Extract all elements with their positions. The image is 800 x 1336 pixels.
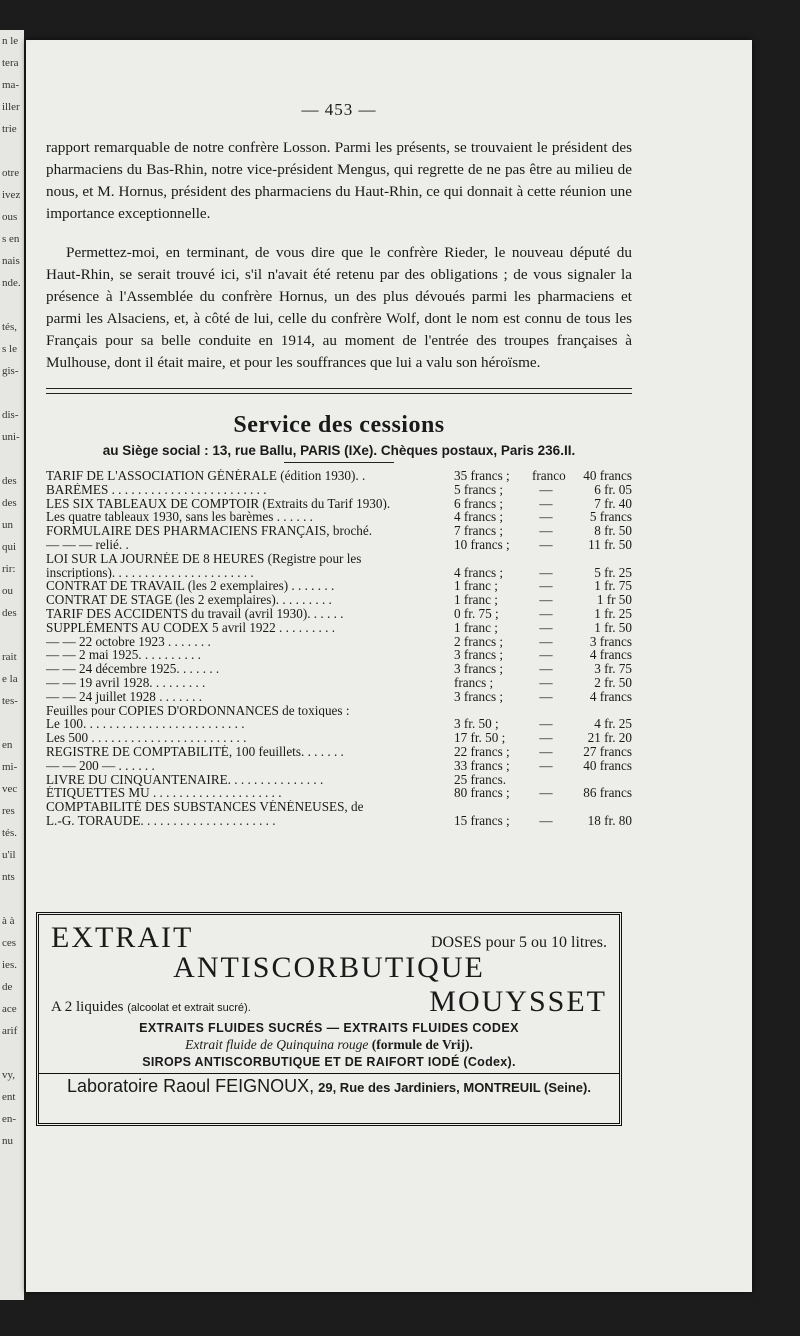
price-row-price: 15 francs ;	[454, 812, 510, 828]
price-row	[46, 800, 632, 814]
price-row-sep: —	[539, 661, 553, 677]
price-row-price: 3 francs ;	[454, 661, 504, 677]
paragraph-2: Permettez-moi, en terminant, de vous dire que le confrère Rieder, le nouveau député du Haut-Rhin, se serait trouvé ici, s'il n'avait été retenu par des obligations ; de vous signaler la présence à l'Assemblée du confrère Hornus, un des plus dévoués parmi les pharmaciens et parmi les Alsaciens, et, à côté de lui, celle du confrère Wolf, dont le nom est connu de tous les Français pour sa belle conduite en 1914, au moment de l'entrée des troupes françaises à Mulhouse, dont il était maire, et pour les souffrances que lui a valu son héroïsme.	[46, 244, 632, 371]
margin-fragment: ent	[2, 1091, 16, 1103]
margin-fragment	[2, 140, 24, 162]
page-content	[46, 40, 632, 828]
price-row-label: — — — relié. .	[46, 537, 129, 552]
margin-fragment: n le	[2, 35, 19, 47]
price-row-postage: 4 francs	[589, 688, 632, 704]
price-row-price: 35 francs ;	[454, 468, 510, 483]
price-row-label: FORMULAIRE DES PHARMACIENS FRANÇAIS, broché.	[46, 524, 373, 538]
price-row-label: — — 24 décembre 1925. . . . . . .	[46, 662, 220, 676]
price-row	[46, 676, 632, 690]
ad-brand: MOUYSSET	[429, 985, 607, 1018]
price-row-sep: —	[539, 757, 553, 773]
margin-fragment: s le	[2, 343, 17, 355]
margin-fragment: un	[2, 519, 13, 531]
price-row-sep: —	[539, 592, 553, 608]
price-row-postage: 27 francs	[583, 743, 632, 759]
margin-fragment: mi-	[2, 761, 18, 773]
ad-liquides-text: A 2 liquides	[51, 999, 124, 1015]
margin-fragment: en-	[2, 1113, 17, 1125]
margin-fragment: u'il	[2, 849, 16, 861]
price-row-postage: 4 fr. 25	[594, 716, 632, 732]
price-row	[46, 607, 632, 621]
margin-fragment: ous	[2, 211, 18, 223]
price-row	[46, 704, 632, 718]
price-row	[46, 538, 632, 552]
margin-fragment: ace	[2, 1003, 17, 1015]
margin-fragment: ou	[2, 585, 13, 597]
price-row-postage: 2 fr. 50	[594, 674, 632, 690]
price-row-sep: —	[539, 605, 553, 621]
price-row	[46, 690, 632, 704]
price-row-label: Feuilles pour COPIES D'ORDONNANCES de toxiques :	[46, 703, 350, 718]
margin-fragment: des	[2, 475, 17, 487]
price-row-label: inscriptions). . . . . . . . . . . . . . . . . . . . . .	[46, 565, 254, 580]
price-row-sep: —	[539, 523, 553, 539]
ad-quinquina	[51, 1037, 607, 1053]
divider-rule	[46, 388, 632, 389]
margin-fragment: nts	[2, 871, 15, 883]
ad-laboratoire	[51, 1076, 607, 1097]
price-list	[46, 469, 632, 828]
price-row-postage: 8 fr. 50	[594, 523, 632, 539]
price-row-sep: —	[539, 785, 553, 801]
price-row-label: CONTRAT DE TRAVAIL (les 2 exemplaires) . . . . . . .	[46, 579, 335, 594]
margin-fragment: en	[2, 739, 13, 751]
price-row-label: — — 200 — . . . . . .	[46, 758, 155, 773]
price-row-postage: 5 fr. 25	[594, 564, 632, 580]
price-row-label: TARIF DES ACCIDENTS du travail (avril 1930). . . . . .	[46, 606, 344, 621]
price-row	[46, 497, 632, 511]
ad-divider	[39, 1073, 619, 1074]
price-row	[46, 621, 632, 635]
price-row-sep: —	[539, 619, 553, 635]
price-row-postage: 7 fr. 40	[594, 495, 632, 511]
margin-fragment: gis-	[2, 365, 19, 377]
price-row-price: 4 francs ;	[454, 509, 504, 525]
margin-fragment: trie	[2, 123, 17, 135]
margin-fragment: ies.	[2, 959, 17, 971]
price-row-sep: —	[539, 716, 553, 732]
price-row-postage: 6 fr. 05	[594, 481, 632, 497]
price-row-postage: 3 fr. 75	[594, 661, 632, 677]
price-row	[46, 786, 632, 800]
margin-fragment: tés,	[2, 321, 17, 333]
margin-fragment: des	[2, 607, 17, 619]
margin-fragment	[2, 1042, 24, 1064]
price-row-label: LOI SUR LA JOURNÉE DE 8 HEURES (Registre pour les	[46, 551, 362, 566]
price-row	[46, 552, 632, 566]
document-page	[26, 40, 752, 1292]
price-row-price: 3 fr. 50 ;	[454, 716, 499, 732]
margin-fragment: tés.	[2, 827, 17, 839]
price-row-postage: 1 fr. 25	[594, 605, 632, 621]
margin-fragment	[2, 382, 24, 404]
price-row-postage: 86 francs	[583, 785, 632, 801]
price-row-label: BARÈMES . . . . . . . . . . . . . . . . . . . . . . . .	[46, 482, 267, 497]
ad-sirops: SIROPS ANTISCORBUTIQUE ET DE RAIFORT IODÉ (Codex).	[142, 1055, 516, 1069]
margin-fragment: nde.	[2, 277, 21, 289]
margin-fragment	[2, 712, 24, 734]
margin-fragment	[2, 888, 24, 910]
price-row	[46, 635, 632, 649]
price-row-sep: —	[539, 481, 553, 497]
price-row	[46, 662, 632, 676]
margin-fragment: des	[2, 497, 17, 509]
price-row-price: 2 francs ;	[454, 633, 504, 649]
price-row-label: ÉTIQUETTES MU . . . . . . . . . . . . . . . . . . . .	[46, 786, 282, 801]
price-row-price: 17 fr. 50 ;	[454, 730, 506, 746]
ad-laboratoire-name: Laboratoire Raoul FEIGNOUX,	[67, 1076, 315, 1096]
margin-fragment: rir:	[2, 563, 16, 575]
margin-fragment: rait	[2, 651, 17, 663]
price-row	[46, 579, 632, 593]
margin-fragment: tera	[2, 57, 19, 69]
ad-quinquina-note: (formule de Vrij).	[371, 1037, 473, 1052]
ad-doses: DOSES pour 5 ou 10 litres.	[431, 934, 607, 951]
price-row-price: 25 francs.	[454, 771, 506, 787]
price-row-postage: 40 francs	[583, 757, 632, 773]
price-row-price: 4 francs ;	[454, 564, 504, 580]
margin-fragment: à à	[2, 915, 15, 927]
price-row	[46, 566, 632, 580]
price-row-price: 1 franc ;	[454, 619, 498, 635]
price-row-label: — — 19 avril 1928. . . . . . . . .	[46, 675, 206, 690]
margin-fragment: nu	[2, 1135, 13, 1147]
price-row-sep: franco	[532, 468, 566, 483]
price-row	[46, 814, 632, 828]
price-row	[46, 773, 632, 787]
ad-liquides	[51, 999, 251, 1016]
price-row-postage: 5 francs	[589, 509, 632, 525]
margin-fragment	[2, 294, 24, 316]
price-row-sep: —	[539, 647, 553, 663]
price-row-price: 7 francs ;	[454, 523, 504, 539]
price-row-label: LIVRE DU CINQUANTENAIRE. . . . . . . . . . . . . . .	[46, 772, 324, 787]
margin-fragment: nais	[2, 255, 20, 267]
price-row-sep: —	[539, 633, 553, 649]
price-row-sep: —	[539, 564, 553, 580]
price-row-price: 0 fr. 75 ;	[454, 605, 499, 621]
price-row-sep: —	[539, 674, 553, 690]
margin-fragment: tes-	[2, 695, 18, 707]
margin-fragment	[2, 624, 24, 646]
price-row-sep: —	[539, 509, 553, 525]
price-row-postage: 3 francs	[589, 633, 632, 649]
margin-fragment: dis-	[2, 409, 19, 421]
price-row-price: 22 francs ;	[454, 743, 510, 759]
page-number: — 453 —	[301, 100, 377, 119]
price-row-price: 5 francs ;	[454, 481, 504, 497]
price-row-price: francs ;	[454, 674, 494, 690]
margin-fragment: s en	[2, 233, 20, 245]
ad-quinquina-text: Extrait fluide de Quinquina rouge	[185, 1037, 369, 1052]
price-row-label: REGISTRE DE COMPTABILITÉ, 100 feuillets. . . . . . .	[46, 744, 344, 759]
price-row-postage: 1 fr. 50	[594, 619, 632, 635]
section-title: Service des cessions	[233, 412, 445, 438]
price-row-postage: 11 fr. 50	[588, 536, 632, 552]
price-row-label: CONTRAT DE STAGE (les 2 exemplaires). . . . . . . . .	[46, 593, 332, 607]
margin-fragment: qui	[2, 541, 17, 553]
divider-rule-second	[46, 393, 632, 394]
price-row-price: 80 francs ;	[454, 785, 510, 801]
price-row-label: SUPPLÉMENTS AU CODEX 5 avril 1922 . . . . . . . . .	[46, 620, 336, 635]
margin-fragment	[2, 448, 24, 470]
price-row-label: LES SIX TABLEAUX DE COMPTOIR (Extraits du Tarif 1930).	[46, 496, 391, 511]
margin-fragment: arif	[2, 1025, 18, 1037]
price-row-price: 10 francs ;	[454, 536, 510, 552]
margin-fragment: iller	[2, 101, 20, 113]
margin-fragment: res	[2, 805, 15, 817]
advertisement-box	[36, 912, 622, 1126]
price-row	[46, 469, 632, 483]
price-row	[46, 524, 632, 538]
ad-fluides: EXTRAITS FLUIDES SUCRÉS — EXTRAITS FLUIDES CODEX	[139, 1021, 519, 1035]
price-row-sep: —	[539, 688, 553, 704]
price-row-sep: —	[539, 578, 553, 594]
address-line: au Siège social : 13, rue Ballu, PARIS (IXe). Chèques postaux, Paris 236.II.	[102, 443, 576, 458]
price-row	[46, 731, 632, 745]
margin-fragment: ivez	[2, 189, 21, 201]
price-row-postage: 4 francs	[589, 647, 632, 663]
price-row-label: Le 100. . . . . . . . . . . . . . . . . . . . . . . . .	[46, 717, 245, 732]
price-row-label: — — 24 juillet 1928 . . . . . . .	[46, 689, 203, 704]
price-row-price: 3 francs ;	[454, 688, 504, 704]
margin-fragment: e la	[2, 673, 18, 685]
price-row-postage: 21 fr. 20	[587, 730, 632, 746]
margin-fragment: de	[2, 981, 13, 993]
price-row	[46, 510, 632, 524]
short-divider	[284, 462, 394, 463]
price-row-label: — — 22 octobre 1923 . . . . . . .	[46, 634, 211, 649]
price-row-sep: —	[539, 743, 553, 759]
price-row-postage: 40 francs	[583, 468, 632, 483]
margin-fragment: vec	[2, 783, 18, 795]
ad-liquides-note: (alcoolat et extrait sucré).	[127, 1002, 251, 1014]
price-row-label: — — 2 mai 1925. . . . . . . . . .	[46, 648, 201, 663]
price-row-sep: —	[539, 495, 553, 511]
price-row-label: COMPTABILITÉ DES SUBSTANCES VÉNÉNEUSES, de	[46, 800, 364, 814]
price-row	[46, 759, 632, 773]
paragraph-1: rapport remarquable de notre confrère Losson. Parmi les présents, se trouvaient le président des pharmaciens du Bas-Rhin, notre vice-président Mengus, qui regrette de ne pas être au milieu de nous, et M. Hornus, président des pharmaciens du Haut-Rhin, ce qui donnait à cette réunion une importance exceptionnelle.	[46, 139, 632, 222]
price-row-postage: 18 fr. 80	[587, 812, 632, 828]
price-row	[46, 717, 632, 731]
price-row	[46, 745, 632, 759]
price-row	[46, 648, 632, 662]
margin-fragment: uni-	[2, 431, 20, 443]
price-row-label: TARIF DE L'ASSOCIATION GÉNÉRALE (édition 1930). .	[46, 469, 366, 483]
ad-laboratoire-address: 29, Rue des Jardiniers, MONTREUIL (Seine).	[318, 1080, 591, 1095]
price-row-price: 1 franc ;	[454, 592, 498, 608]
previous-page-edge	[0, 30, 24, 1300]
price-row-price: 6 francs ;	[454, 495, 504, 511]
margin-fragment: otre	[2, 167, 20, 179]
price-row-sep: —	[539, 812, 553, 828]
ad-antiscorbutique: ANTISCORBUTIQUE	[173, 951, 485, 984]
margin-fragment: vy,	[2, 1069, 16, 1081]
price-row	[46, 483, 632, 497]
margin-fragment: ma-	[2, 79, 20, 91]
price-row-price: 33 francs ;	[454, 757, 510, 773]
price-row-sep: —	[539, 730, 553, 746]
price-row-price: 3 francs ;	[454, 647, 504, 663]
price-row-sep: —	[539, 536, 553, 552]
price-row-label: Les 500 . . . . . . . . . . . . . . . . . . . . . . . .	[46, 731, 247, 745]
price-row-label: Les quatre tableaux 1930, sans les barèmes . . . . . .	[46, 510, 313, 525]
margin-fragment: ces	[2, 937, 17, 949]
price-row-postage: 1 fr. 75	[594, 578, 632, 594]
price-row	[46, 593, 632, 607]
ad-extrait: EXTRAIT	[51, 921, 194, 954]
price-row-price: 1 franc ;	[454, 578, 498, 594]
price-row-label: L.-G. TORAUDE. . . . . . . . . . . . . . . . . . . . .	[46, 813, 276, 828]
price-row-postage: 1 fr 50	[596, 592, 632, 608]
